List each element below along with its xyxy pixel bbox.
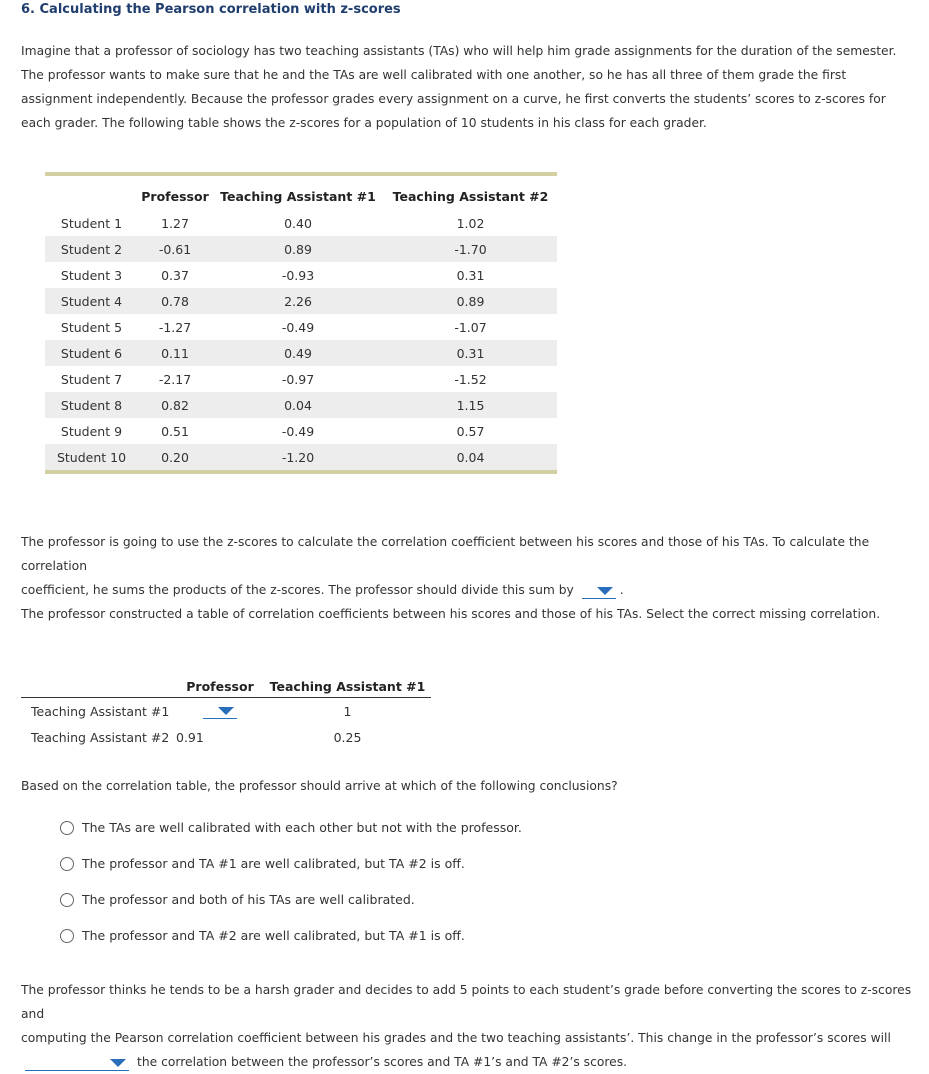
question-title: 6. Calculating the Pearson correlation with z-scores <box>21 2 401 17</box>
correlation-table <box>21 676 431 750</box>
professor-z: 0.78 <box>161 293 189 309</box>
student-label: Student 4 <box>60 293 123 309</box>
radio-button[interactable] <box>60 893 74 907</box>
header-professor: Professor <box>186 679 254 694</box>
student-label: Student 2 <box>60 241 123 257</box>
ta1-z: 2.26 <box>284 293 312 309</box>
table-row <box>21 724 431 750</box>
header-ta2: Teaching Assistant #2 <box>392 188 549 204</box>
chevron-down-icon <box>218 707 234 715</box>
student-label: Student 9 <box>60 423 123 439</box>
professor-z: 0.82 <box>161 397 189 413</box>
part3-paragraph: Based on the correlation table, the professor should arrive at which of the following conclusions? <box>21 779 618 793</box>
table-row <box>45 366 557 392</box>
table-row <box>45 340 557 366</box>
part1-paragraph <box>21 530 926 602</box>
missing-correlation-cell <box>176 703 264 720</box>
ta1-ta1-correlation: 1 <box>343 703 352 719</box>
part4-line1: The professor thinks he tends to be a harsh grader and decides to add 5 points to each student’s grade before converting the scores to z-scores and <box>21 983 912 1021</box>
ta2-z: 1.02 <box>456 215 485 231</box>
ta2-z: -1.70 <box>454 241 487 257</box>
option-label: The TAs are well calibrated with each other but not with the professor. <box>82 820 522 835</box>
ta2-professor-correlation: 0.91 <box>176 729 204 745</box>
option-label: The professor and TA #1 are well calibrated, but TA #2 is off. <box>82 856 465 871</box>
ta2-z: 1.15 <box>456 397 485 413</box>
table-row <box>45 262 557 288</box>
table-row <box>45 288 557 314</box>
conclusion-option-3[interactable] <box>60 892 415 907</box>
ta1-z: -0.97 <box>281 371 315 387</box>
ta1-z: 0.49 <box>284 345 312 361</box>
ta1-z: -1.20 <box>281 449 315 465</box>
ta2-z: -1.07 <box>454 319 487 335</box>
part4-paragraph <box>21 978 926 1074</box>
correlation-table-header <box>21 676 431 698</box>
professor-z: -0.61 <box>158 241 192 257</box>
ta1-z: 0.04 <box>284 397 312 413</box>
table-row <box>21 698 431 724</box>
table-row <box>45 444 557 470</box>
ta1-z: 0.89 <box>284 241 312 257</box>
radio-button[interactable] <box>60 929 74 943</box>
chevron-down-icon <box>597 587 613 595</box>
table-row <box>45 392 557 418</box>
table-row <box>45 236 557 262</box>
ta2-z: 0.89 <box>456 293 485 309</box>
professor-z: 1.27 <box>161 215 189 231</box>
student-label: Student 6 <box>60 345 123 361</box>
conclusion-option-4[interactable] <box>60 928 465 943</box>
effect-dropdown[interactable] <box>25 1055 129 1071</box>
part2-paragraph: The professor constructed a table of correlation coefficients between his scores and those of his TAs. Select the correct missing correlation. <box>21 607 881 621</box>
table-row <box>45 210 557 236</box>
radio-button[interactable] <box>60 821 74 835</box>
row-label-ta1: Teaching Assistant #1 <box>31 703 170 719</box>
ta1-z: -0.49 <box>281 423 315 439</box>
professor-z: -1.27 <box>158 319 192 335</box>
header-ta1: Teaching Assistant #1 <box>220 188 376 204</box>
divisor-dropdown[interactable] <box>582 583 616 599</box>
professor-z: 0.20 <box>161 449 189 465</box>
student-label: Student 8 <box>60 397 123 413</box>
intro-paragraph: Imagine that a professor of sociology has two teaching assistants (TAs) who will help him grade assignments for the duration of the semester. The professor wants to make sure that he and the TAs are well calibrated with one another, so he has all three of them grade the first assignment independently. Because the professor grades every assignment on a curve, he first converts the students’ scores to z-scores for each grader. The following table shows the z-scores for a population of 10 students in his class for each grader. <box>21 44 897 130</box>
radio-button[interactable] <box>60 857 74 871</box>
zscore-table <box>45 172 557 474</box>
option-label: The professor and both of his TAs are well calibrated. <box>82 892 415 907</box>
ta1-z: -0.49 <box>281 319 315 335</box>
ta1-z: 0.40 <box>284 215 312 231</box>
ta2-ta1-correlation: 0.25 <box>333 729 362 745</box>
option-label: The professor and TA #2 are well calibrated, but TA #1 is off. <box>82 928 465 943</box>
professor-z: 0.11 <box>161 345 189 361</box>
ta2-z: 0.57 <box>456 423 485 439</box>
header-ta1: Teaching Assistant #1 <box>269 679 426 694</box>
professor-z: 0.37 <box>161 267 189 283</box>
part1-line1: The professor is going to use the z-scores to calculate the correlation coefficient between his scores and those of his TAs. To calculate the correlation <box>21 535 870 573</box>
ta2-z: 0.31 <box>456 345 485 361</box>
header-professor: Professor <box>141 188 209 204</box>
table-row <box>45 314 557 340</box>
student-label: Student 10 <box>56 449 127 465</box>
student-label: Student 7 <box>60 371 123 387</box>
part4-line2: computing the Pearson correlation coefficient between his grades and the two teaching assistants’. This change in the professor’s scores will <box>21 1031 891 1045</box>
student-label: Student 3 <box>60 267 123 283</box>
conclusion-option-2[interactable] <box>60 856 465 871</box>
ta2-z: 0.04 <box>456 449 485 465</box>
student-label: Student 1 <box>60 215 123 231</box>
conclusion-option-1[interactable] <box>60 820 522 835</box>
part4-line3: the correlation between the professor’s scores and TA #1’s and TA #2’s scores. <box>137 1055 628 1069</box>
zscore-table-header <box>45 176 557 210</box>
ta2-z: 0.31 <box>456 267 485 283</box>
part1-tail: . <box>619 583 624 597</box>
professor-z: -2.17 <box>158 371 192 387</box>
student-label: Student 5 <box>60 319 123 335</box>
ta2-z: -1.52 <box>454 371 487 387</box>
part1-line2: coefficient, he sums the products of the z-scores. The professor should divide this sum by <box>21 583 574 597</box>
ta1-z: -0.93 <box>281 267 315 283</box>
table-row <box>45 418 557 444</box>
professor-z: 0.51 <box>161 423 189 439</box>
chevron-down-icon <box>110 1059 126 1067</box>
missing-correlation-dropdown[interactable] <box>203 703 237 719</box>
row-label-ta2: Teaching Assistant #2 <box>31 729 170 745</box>
